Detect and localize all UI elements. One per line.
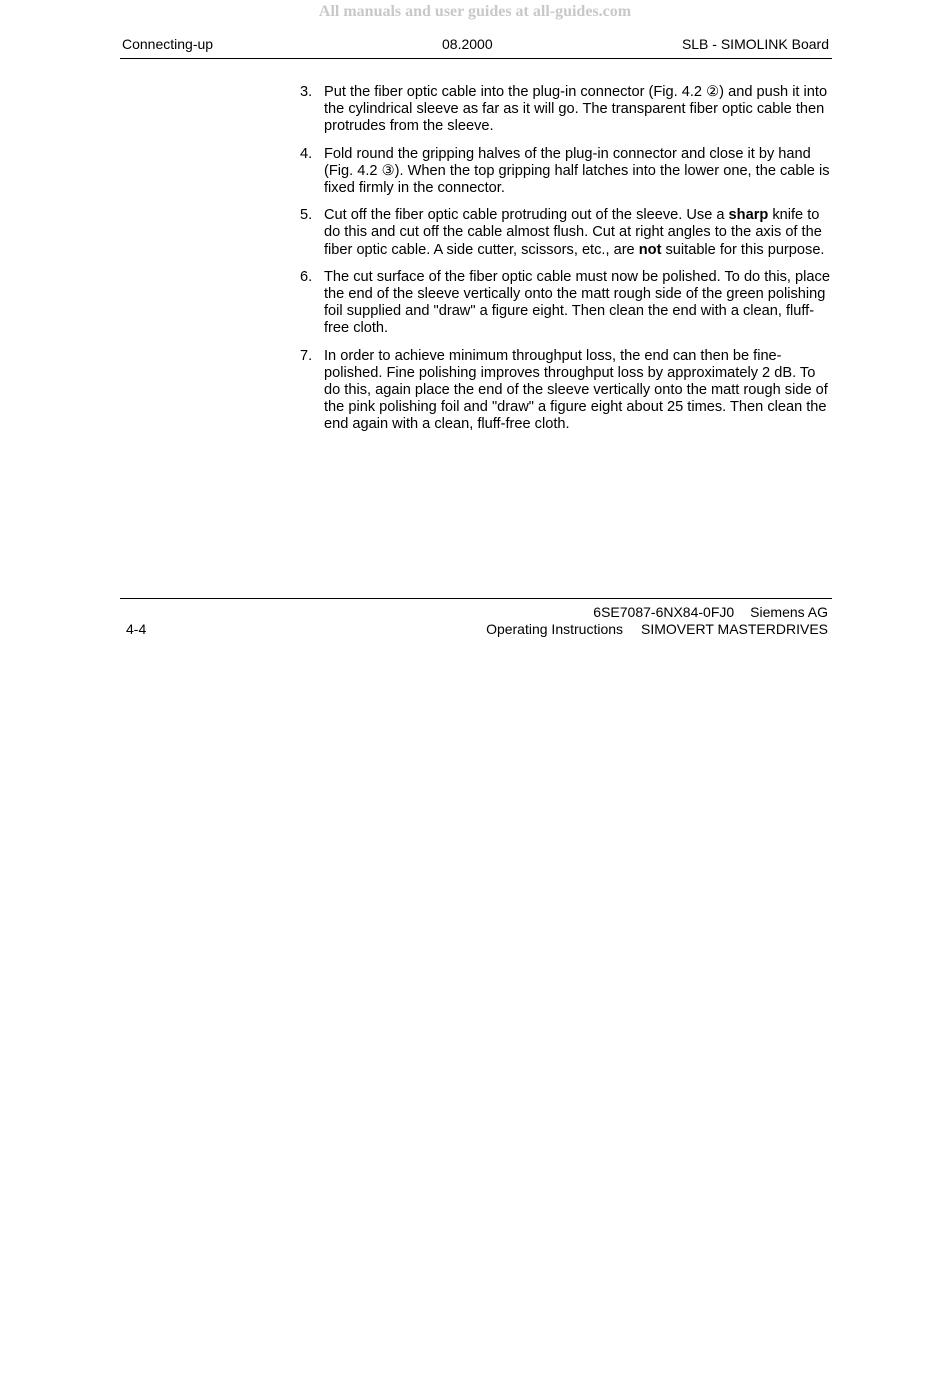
header-document-title: SLB - SIMOLINK Board: [681, 36, 829, 52]
step-text-segment: knife to do this and cut off the cable almost flush. Cut at right angles to the axis of the fiber optic cable. A side cutter, scissors, etc., are: [324, 207, 822, 258]
step-item: [300, 269, 830, 338]
step-number: 6.: [300, 268, 313, 285]
step-item: [300, 84, 830, 136]
watermark-banner: All manuals and user guides at all-guides.com: [318, 3, 632, 20]
emphasis-text: not: [638, 241, 662, 258]
step-text-segment: suitable for this purpose.: [661, 241, 825, 258]
step-text-segment: Put the fiber optic cable into the plug-in connector (Fig. 4.2 ②) and push it into the cylindrical sleeve as far as it will go. The transparent fiber optic cable then protrudes from the sleeve.: [324, 84, 828, 135]
step-number: 3.: [300, 84, 313, 100]
header-section-title: Connecting-up: [122, 36, 214, 52]
order-number: 6SE7087-6NX84-0FJ0: [593, 604, 735, 620]
step-number: 4.: [300, 145, 313, 162]
step-text: [324, 146, 830, 198]
footer-doc-line: [486, 621, 828, 637]
step-text-segment: The cut surface of the fiber optic cable must now be polished. To do this, place the end of the sleeve vertically onto the matt rough side of the green polishing foil supplied and "draw" a figure eight. Then clean the end with a clean, fluff-free cloth.: [324, 268, 830, 337]
company-name: Siemens AG: [750, 604, 828, 620]
step-item: [300, 348, 830, 434]
step-text-segment: In order to achieve minimum throughput loss, the end can then be fine-polished. Fine polishing improves throughput loss by approximately 2 dB. To do this, again place the end of the sleeve vertically onto the matt rough side of the pink polishing foil and "draw" a figure eight about 25 times. Then clean the end again with a clean, fluff-free cloth.: [324, 347, 828, 433]
step-text: [324, 348, 830, 434]
document-type: Operating Instructions: [486, 621, 624, 637]
header-date: 08.2000: [442, 36, 493, 52]
page-header: [120, 36, 832, 59]
step-text-segment: Cut off the fiber optic cable protruding out of the sleeve. Use a: [324, 207, 729, 224]
instruction-steps: [300, 84, 830, 444]
step-text: [324, 269, 830, 338]
step-text: [324, 84, 830, 136]
step-number: 5.: [300, 207, 313, 224]
step-text: [324, 207, 830, 259]
step-item: [300, 146, 830, 198]
step-item: [300, 207, 830, 259]
page-number: 4-4: [126, 621, 147, 637]
product-name: SIMOVERT MASTERDRIVES: [641, 621, 828, 637]
step-text-segment: Fold round the gripping halves of the plug-in connector and close it by hand (Fig. 4.2 ③). When the top gripping half latches into the lower one, the cable is fixed firmly in the connector.: [324, 145, 830, 197]
step-number: 7.: [300, 347, 313, 364]
emphasis-text: sharp: [728, 207, 769, 224]
footer-divider: [120, 598, 832, 599]
footer-order-line: [593, 604, 828, 620]
